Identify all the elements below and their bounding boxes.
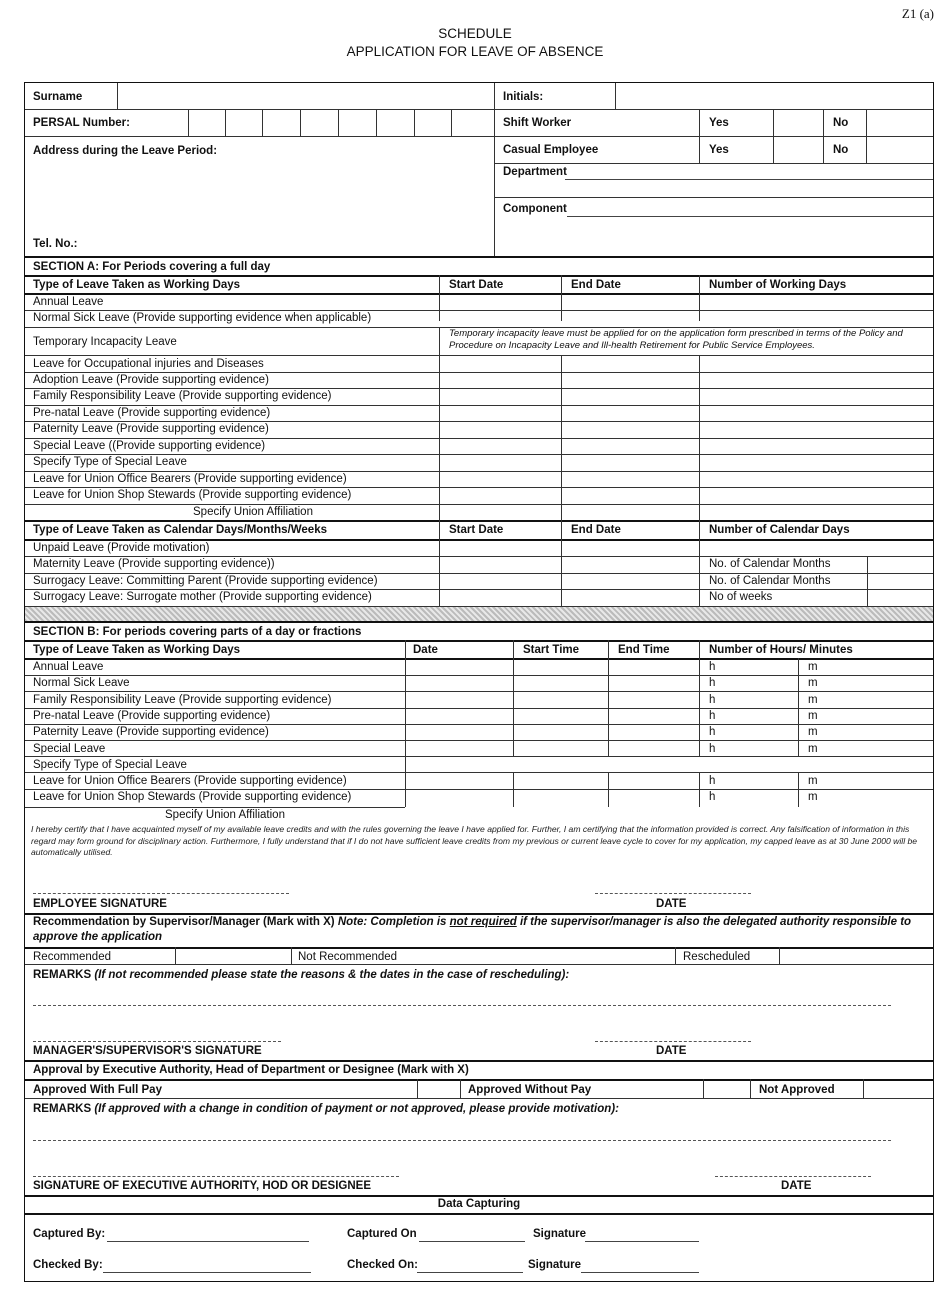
captured-on-label: Captured On <box>347 1228 417 1240</box>
section-b-start-header: Start Time <box>523 644 580 656</box>
minutes-unit: m <box>808 661 818 673</box>
casual-yes-label: Yes <box>709 144 729 156</box>
calendar-leave-row: Surrogacy Leave: Committing Parent (Provide supporting evidence) <box>33 575 378 587</box>
hourly-leave-row: Specify Type of Special Leave <box>33 759 187 771</box>
manager-signature-label: MANAGER'S/SUPERVISOR'S SIGNATURE <box>33 1045 262 1057</box>
leave-application-form <box>24 82 934 1282</box>
captured-by-field[interactable] <box>107 1225 309 1241</box>
leave-type-row: Adoption Leave (Provide supporting evidence) <box>33 374 269 386</box>
form-title: APPLICATION FOR LEAVE OF ABSENCE <box>346 44 604 59</box>
leave-type-row: Family Responsibility Leave (Provide supporting evidence) <box>33 390 332 402</box>
not-recommended-label: Not Recommended <box>298 951 398 963</box>
data-capturing-title: Data Capturing <box>437 1198 521 1210</box>
tel-label: Tel. No.: <box>33 238 78 250</box>
manager-date-label: DATE <box>656 1045 687 1057</box>
specify-union-affiliation-label: Specify Union Affiliation <box>165 809 285 821</box>
calendar-leave-row: Maternity Leave (Provide supporting evidence)) <box>33 558 275 570</box>
section-a-calendar-end-header: End Date <box>571 524 621 536</box>
employee-date-field[interactable] <box>595 875 751 893</box>
component-label: Component <box>503 203 567 215</box>
shift-worker-label: Shift Worker <box>503 117 572 129</box>
calendar-unit-label: No. of Calendar Months <box>709 558 831 570</box>
section-b-title: SECTION B: For periods covering parts of a day or fractions <box>33 626 362 638</box>
approval-remarks-heading <box>33 1103 619 1115</box>
captured-by-label: Captured By: <box>33 1228 106 1240</box>
recommended-label: Recommended <box>33 951 111 963</box>
not-approved-box[interactable] <box>864 1080 932 1097</box>
casual-yes-box[interactable] <box>774 137 822 162</box>
calendar-unit-label: No. of Calendar Months <box>709 575 831 587</box>
leave-type-row: Temporary Incapacity Leave <box>33 336 177 348</box>
hourly-leave-row: Annual Leave <box>33 661 104 673</box>
minutes-unit: m <box>808 677 818 689</box>
approved-full-pay-box[interactable] <box>418 1080 459 1097</box>
recommendation-remarks-heading <box>33 969 569 981</box>
calendar-unit-label: No of weeks <box>709 591 773 603</box>
not-recommended-box[interactable] <box>510 948 674 963</box>
recommendation-note-underlined: not required <box>449 916 517 928</box>
hourly-leave-row: Pre-natal Leave (Provide supporting evidence) <box>33 710 271 722</box>
checked-signature-field[interactable] <box>581 1256 699 1272</box>
section-b-type-header: Type of Leave Taken as Working Days <box>33 644 241 656</box>
captured-signature-label: Signature <box>533 1228 587 1240</box>
persal-number-boxes[interactable] <box>189 110 493 135</box>
minutes-unit: m <box>808 775 818 787</box>
remarks-hint: (If not recommended please state the reasons & the dates in the case of rescheduling): <box>94 969 570 981</box>
persal-label: PERSAL Number: <box>33 117 130 129</box>
leave-type-row: Leave for Union Shop Stewards (Provide supporting evidence) <box>33 489 352 501</box>
section-a-type-header: Type of Leave Taken as Working Days <box>33 279 241 291</box>
section-separator-shading <box>25 607 933 621</box>
approval-title: Approval by Executive Authority, Head of Department or Designee (Mark with X) <box>33 1064 469 1076</box>
section-a-days-header: Number of Working Days <box>709 279 847 291</box>
component-field[interactable] <box>573 202 930 216</box>
address-label: Address during the Leave Period: <box>33 145 218 157</box>
rescheduled-box[interactable] <box>780 948 932 963</box>
recommendation-note-pre: Note: Completion is <box>337 916 447 928</box>
hours-unit: h <box>709 710 716 722</box>
employee-signature-field[interactable] <box>33 875 289 893</box>
calendar-leave-row: Surrogacy Leave: Surrogate mother (Provide supporting evidence) <box>33 591 372 603</box>
approved-without-pay-box[interactable] <box>704 1080 749 1097</box>
hours-unit: h <box>709 791 716 803</box>
recommendation-heading <box>33 915 928 945</box>
section-a-calendar-type-header: Type of Leave Taken as Calendar Days/Months/Weeks <box>33 524 327 536</box>
recommendation-title: Recommendation by Supervisor/Manager (Mark with X) <box>33 916 335 928</box>
leave-type-row: Leave for Occupational injuries and Diseases <box>33 358 264 370</box>
section-a-calendar-start-header: Start Date <box>449 524 504 536</box>
approved-without-pay-label: Approved Without Pay <box>468 1084 592 1096</box>
shift-yes-label: Yes <box>709 117 729 129</box>
casual-employee-label: Casual Employee <box>503 144 599 156</box>
remarks-hint: (If approved with a change in condition of payment or not approved, please provide motivation): <box>94 1103 619 1115</box>
casual-no-box[interactable] <box>867 137 933 162</box>
recommended-box[interactable] <box>176 948 290 963</box>
leave-type-row: Pre-natal Leave (Provide supporting evidence) <box>33 407 271 419</box>
hourly-leave-row: Special Leave <box>33 743 106 755</box>
hours-unit: h <box>709 726 716 738</box>
checked-by-field[interactable] <box>103 1256 311 1272</box>
employee-signature-label: EMPLOYEE SIGNATURE <box>33 898 167 910</box>
not-approved-label: Not Approved <box>759 1084 835 1096</box>
captured-on-field[interactable] <box>419 1225 525 1241</box>
minutes-unit: m <box>808 791 818 803</box>
schedule-title: SCHEDULE <box>438 26 512 41</box>
approval-remarks-field[interactable] <box>33 1119 891 1173</box>
specify-union-affiliation-label: Specify Union Affiliation <box>193 506 313 518</box>
executive-date-label: DATE <box>781 1180 812 1192</box>
certification-text: I hereby certify that I have acquainted myself of my available leave credits and with the rules governing the leave I have applied for. Further, I am certifying that the information provided is correct. Any falsification of information in this regard may form ground for disciplinary action. Furthermore, I fully understand that if I do not have sufficient leave credits from my previous or current leave cycle to cover for my application, my capped leave as at 30 June 2000 will be automatically utilised. <box>31 824 918 857</box>
initials-field[interactable] <box>616 84 933 108</box>
shift-no-label: No <box>833 117 849 129</box>
checked-on-label: Checked On: <box>347 1259 418 1271</box>
casual-no-label: No <box>833 144 849 156</box>
minutes-unit: m <box>808 726 818 738</box>
rescheduled-label: Rescheduled <box>683 951 751 963</box>
section-b-end-header: End Time <box>618 644 670 656</box>
temporary-incapacity-note: Temporary incapacity leave must be applied for on the application form prescribed in terms of the Policy and Procedure on Incapacity Leave and Ill-health Retirement for Public Service Employees. <box>449 328 903 351</box>
leave-type-row: Leave for Union Office Bearers (Provide supporting evidence) <box>33 473 347 485</box>
leave-type-row: Normal Sick Leave (Provide supporting evidence when applicable) <box>33 312 372 324</box>
minutes-unit: m <box>808 743 818 755</box>
department-field[interactable] <box>570 165 930 179</box>
form-reference: Z1 (a) <box>901 6 934 21</box>
remarks-label: REMARKS <box>33 969 92 981</box>
surname-label: Surname <box>33 91 83 103</box>
section-b-hours-header: Number of Hours/ Minutes <box>709 644 853 656</box>
department-label: Department <box>503 166 567 178</box>
checked-by-label: Checked By: <box>33 1259 103 1271</box>
hours-unit: h <box>709 661 716 673</box>
initials-label: Initials: <box>503 91 544 103</box>
hourly-leave-row: Leave for Union Office Bearers (Provide supporting evidence) <box>33 775 347 787</box>
leave-type-row: Specify Type of Special Leave <box>33 456 187 468</box>
address-field[interactable] <box>33 161 488 231</box>
hours-unit: h <box>709 775 716 787</box>
hourly-leave-row: Paternity Leave (Provide supporting evidence) <box>33 726 269 738</box>
recommendation-remarks-field[interactable] <box>33 985 891 1037</box>
shift-no-box[interactable] <box>867 110 933 135</box>
remarks-label: REMARKS <box>33 1103 92 1115</box>
leave-type-row: Special Leave ((Provide supporting evidence) <box>33 440 266 452</box>
leave-type-row: Annual Leave <box>33 296 104 308</box>
minutes-unit: m <box>808 710 818 722</box>
shift-yes-box[interactable] <box>774 110 822 135</box>
hours-unit: h <box>709 677 716 689</box>
recommendation-note-post: if the supervisor/manager is also the delegated authority responsible to approve the application <box>33 916 912 943</box>
tel-field[interactable] <box>81 235 486 253</box>
hourly-leave-row: Normal Sick Leave <box>33 677 130 689</box>
hourly-leave-row: Family Responsibility Leave (Provide supporting evidence) <box>33 694 332 706</box>
section-a-calendar-days-header: Number of Calendar Days <box>709 524 850 536</box>
checked-on-field[interactable] <box>417 1256 523 1272</box>
checked-signature-label: Signature <box>528 1259 582 1271</box>
surname-field[interactable] <box>118 84 493 108</box>
executive-signature-label: SIGNATURE OF EXECUTIVE AUTHORITY, HOD OR DESIGNEE <box>33 1180 372 1192</box>
section-a-title: SECTION A: For Periods covering a full day <box>33 261 271 273</box>
approved-full-pay-label: Approved With Full Pay <box>33 1084 162 1096</box>
section-a-start-header: Start Date <box>449 279 504 291</box>
calendar-leave-row: Unpaid Leave (Provide motivation) <box>33 542 210 554</box>
hours-unit: h <box>709 743 716 755</box>
hourly-leave-row: Leave for Union Shop Stewards (Provide supporting evidence) <box>33 791 352 803</box>
section-a-end-header: End Date <box>571 279 621 291</box>
leave-type-row: Paternity Leave (Provide supporting evidence) <box>33 423 269 435</box>
employee-date-label: DATE <box>656 898 687 910</box>
hours-unit: h <box>709 694 716 706</box>
section-b-date-header: Date <box>413 644 438 656</box>
minutes-unit: m <box>808 694 818 706</box>
captured-signature-field[interactable] <box>585 1225 699 1241</box>
